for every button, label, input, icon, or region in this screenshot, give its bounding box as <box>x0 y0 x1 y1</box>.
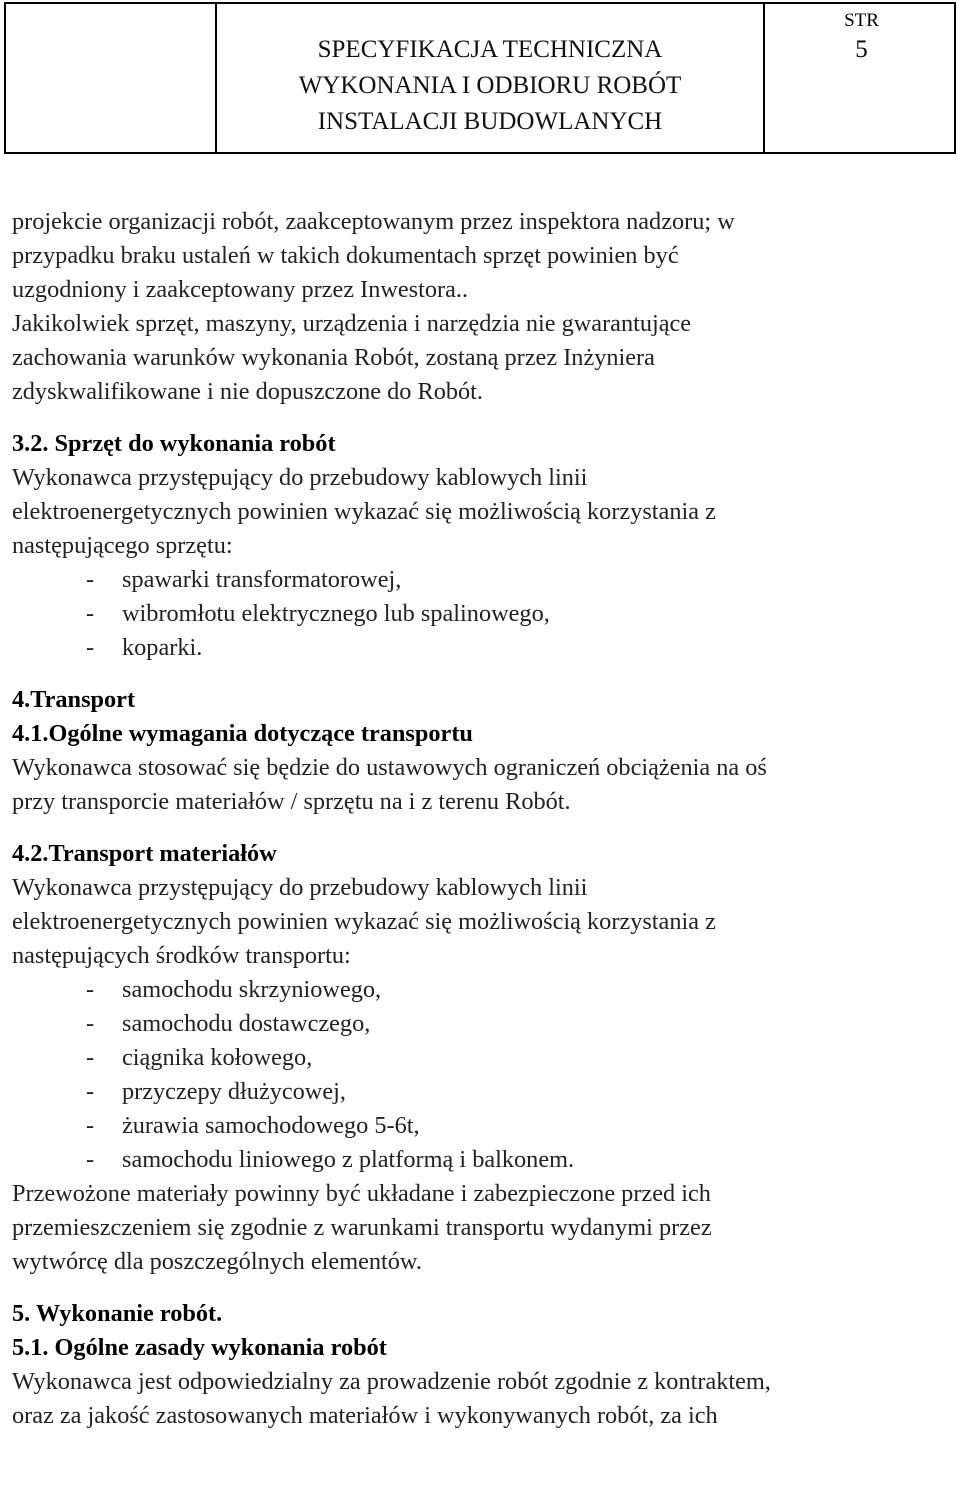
page-number: 5 <box>855 36 868 63</box>
paragraph-line: Wykonawca jest odpowiedzialny za prowadzenie robót zgodnie z kontraktem, <box>12 1368 771 1395</box>
list-item: - spawarki transformatorowej, <box>12 563 952 597</box>
header-title <box>217 32 763 140</box>
header-title-line: SPECYFIKACJA TECHNICZNA <box>317 36 663 63</box>
paragraph-line: przy transporcie materiałów / sprzętu na i z terenu Robót. <box>12 788 571 815</box>
paragraph-line: Wykonawca przystępujący do przebudowy kablowych linii <box>12 464 588 491</box>
list-item: - przyczepy dłużycowej, <box>12 1075 952 1109</box>
section-heading: 3.2. Sprzęt do wykonania robót <box>12 430 336 457</box>
list-item: - samochodu skrzyniowego, <box>12 973 952 1007</box>
paragraph-line: elektroenergetycznych powinien wykazać się możliwością korzystania z <box>12 498 716 525</box>
list-item: - ciągnika kołowego, <box>12 1041 952 1075</box>
paragraph-line: przypadku braku ustaleń w takich dokumentach sprzęt powinien być <box>12 242 679 269</box>
paragraph-line: projekcie organizacji robót, zaakceptowanym przez inspektora nadzoru; w <box>12 208 735 235</box>
page-label: STR <box>844 10 879 31</box>
subsection-heading: 4.1.Ogólne wymagania dotyczące transportu <box>12 720 473 747</box>
document-body <box>12 205 952 1433</box>
header-page-number <box>765 8 958 66</box>
paragraph-line: Wykonawca stosować się będzie do ustawowych ograniczeń obciążenia na oś <box>12 754 767 781</box>
paragraph-line: przemieszczeniem się zgodnie z warunkami transportu wydanymi przez <box>12 1214 712 1241</box>
list-item: - wibromłotu elektrycznego lub spalinowego, <box>12 597 952 631</box>
paragraph-line: zachowania warunków wykonania Robót, zostaną przez Inżyniera <box>12 344 655 371</box>
header-title-line: WYKONANIA I ODBIORU ROBÓT <box>298 72 682 99</box>
paragraph-line: elektroenergetycznych powinien wykazać się możliwością korzystania z <box>12 908 716 935</box>
list-item: - koparki. <box>12 631 952 665</box>
list-item: - żurawia samochodowego 5-6t, <box>12 1109 952 1143</box>
section-heading: 5. Wykonanie robót. <box>12 1300 223 1327</box>
page-header <box>4 2 956 154</box>
paragraph-line: Wykonawca przystępujący do przebudowy kablowych linii <box>12 874 588 901</box>
subsection-heading: 5.1. Ogólne zasady wykonania robót <box>12 1334 387 1361</box>
paragraph-line: Jakikolwiek sprzęt, maszyny, urządzenia i narzędzia nie gwarantujące <box>12 310 692 337</box>
header-title-line: INSTALACJI BUDOWLANYCH <box>317 108 663 135</box>
subsection-heading: 4.2.Transport materiałów <box>12 840 277 867</box>
paragraph-line: następujących środków transportu: <box>12 942 351 969</box>
paragraph-line: następującego sprzętu: <box>12 532 233 559</box>
paragraph-line: oraz za jakość zastosowanych materiałów i wykonywanych robót, za ich <box>12 1402 718 1429</box>
list-item: - samochodu dostawczego, <box>12 1007 952 1041</box>
list-item: - samochodu liniowego z platformą i balkonem. <box>12 1143 952 1177</box>
section-heading: 4.Transport <box>12 686 136 713</box>
paragraph-line: Przewożone materiały powinny być układane i zabezpieczone przed ich <box>12 1180 711 1207</box>
paragraph-line: wytwórcę dla poszczególnych elementów. <box>12 1248 422 1275</box>
paragraph-line: zdyskwalifikowane i nie dopuszczone do Robót. <box>12 378 483 405</box>
paragraph-line: uzgodniony i zaakceptowany przez Inwestora.. <box>12 276 469 303</box>
